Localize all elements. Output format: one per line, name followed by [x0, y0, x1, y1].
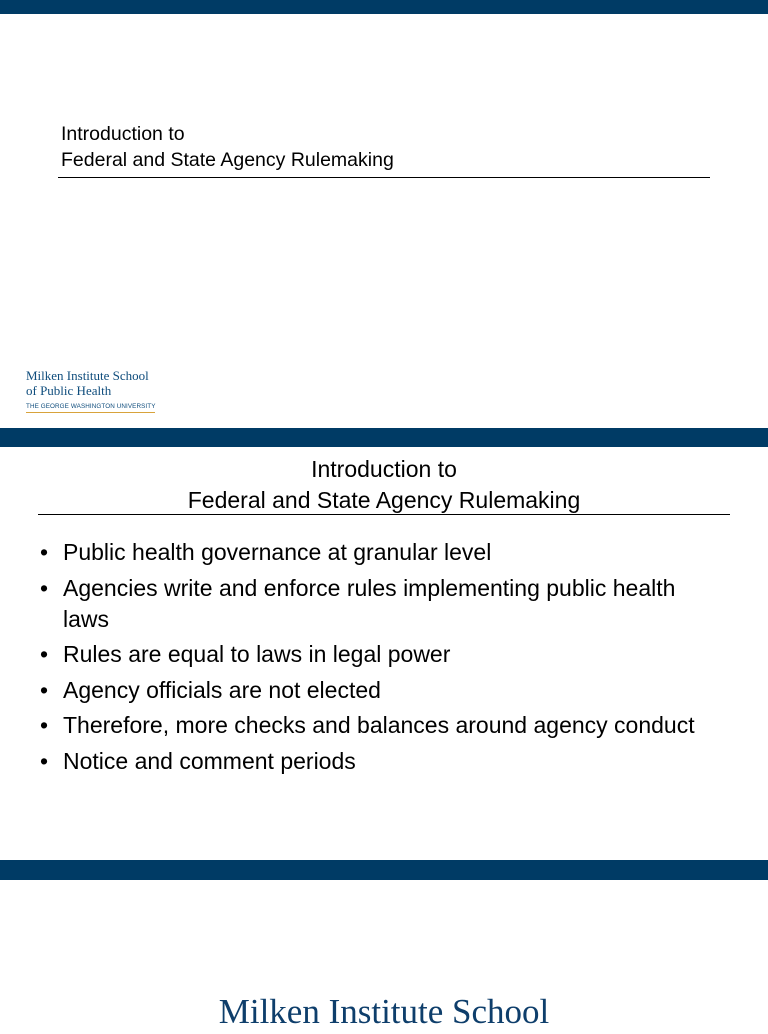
bullet-text: Rules are equal to laws in legal power	[63, 641, 451, 667]
bullet-text: Notice and comment periods	[63, 747, 356, 774]
slide-1-title-rule	[58, 177, 710, 178]
bullet-text: Therefore, more checks and balances around agency conduct	[63, 712, 695, 738]
bullet-text: Agency officials are not elected	[63, 676, 381, 703]
slide-2-title-line-1: Introduction to	[311, 456, 457, 482]
bullet-icon: •	[40, 574, 49, 601]
logo-line-2: of Public Health	[26, 383, 112, 398]
list-item	[38, 746, 718, 777]
logo-gold-rule	[26, 412, 155, 413]
slide-1-title-line-2: Federal and State Agency Rulemaking	[61, 149, 394, 171]
logo-line-1: Milken Institute School	[26, 368, 149, 383]
slide-2-title-rule	[38, 514, 730, 515]
bullet-icon: •	[40, 676, 49, 703]
list-item	[38, 537, 718, 568]
milken-logo	[26, 368, 166, 413]
bullet-icon: •	[40, 641, 49, 667]
bullet-icon: •	[40, 747, 49, 774]
slide-2-header-band	[0, 428, 768, 447]
bullet-list	[38, 537, 718, 781]
slide-3-header-band	[0, 860, 768, 880]
list-item	[38, 573, 718, 635]
bullet-icon: •	[40, 712, 49, 738]
slide-1-title	[61, 121, 394, 173]
slide-1-title-line-1: Introduction to	[61, 123, 185, 145]
slide-2-title	[38, 454, 730, 516]
milken-logo-large: Milken Institute School	[218, 992, 550, 1031]
bullet-text: Agencies write and enforce rules implementing public health laws	[63, 574, 676, 632]
list-item	[38, 675, 718, 706]
bullet-text: Public health governance at granular level	[63, 539, 492, 565]
logo-university-name: THE GEORGE WASHINGTON UNIVERSITY	[26, 403, 156, 410]
bullet-icon: •	[40, 539, 49, 565]
top-header-band	[0, 0, 768, 14]
slide-2-title-line-2: Federal and State Agency Rulemaking	[187, 487, 581, 513]
list-item	[38, 639, 718, 670]
list-item	[38, 710, 718, 741]
